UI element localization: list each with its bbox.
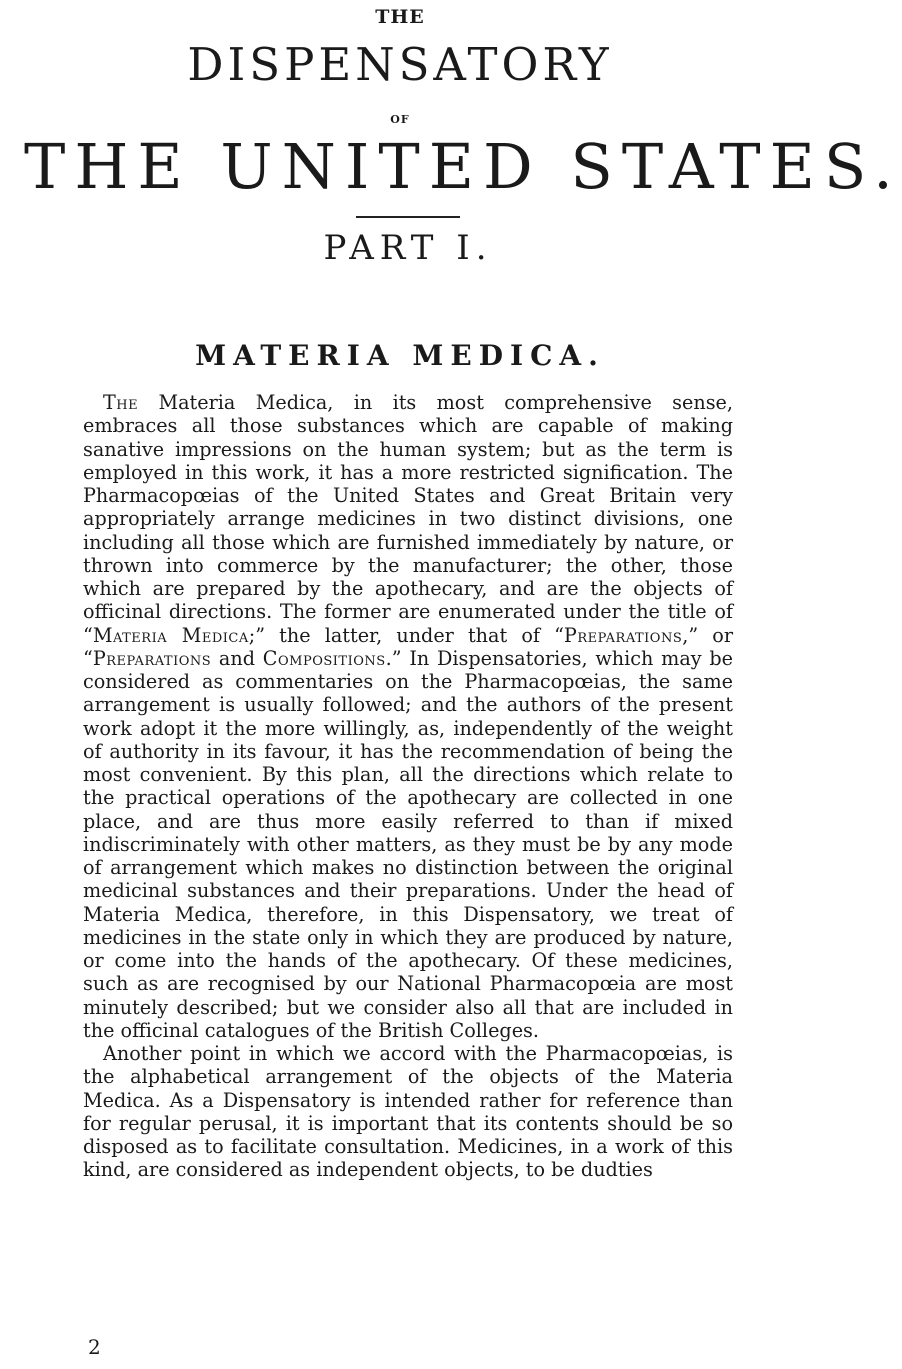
title-united-states: THE UNITED STATES.	[24, 130, 902, 203]
title-the: THE	[375, 6, 425, 28]
section-heading: MATERIA MEDICA.	[195, 339, 605, 372]
signature-mark: 2	[88, 1335, 101, 1359]
part-heading: PART I.	[323, 228, 493, 268]
title-dispensatory: DISPENSATORY	[187, 38, 613, 91]
paragraph-2: Another point in which we accord with the Pharmacopœias, is the alphabetical arrangement of the objects of the Materia Medica. As a Dispensatory is intended rather for reference than for regular perusal, it is important that its contents should be so disposed as to facilitate consultation. Medicines, in a work of this kind, are considered as independent objects, to be dudties	[83, 1042, 733, 1182]
paragraph-1: The Materia Medica, in its most comprehensive sense, embraces all those substances which are capable of making sanative impressions on the human system; but as the term is employed in this work, it has a more restricted signification. The Pharmacopœias of the United States and Great Britain very appropriately arrange medicines in two distinct divisions, one including all those which are furnished immediately by nature, or thrown into commerce by the manufacturer; the other, those which are prepared by the apothecary, and are the objects of officinal directions. The former are enumerated under the title of “Materia Medica;” the latter, under that of “Preparations,” or “Preparations and Compositions.” In Dispensatories, which may be considered as commentaries on the Pharmacopœias, the same arrangement is usually followed; and the authors of the present work adopt it the more willingly, as, independently of the weight of authority in its favour, it has the recommendation of being the most convenient. By this plan, all the directions which relate to the practical operations of the apothecary are collected in one place, and are thus more easily referred to than if mixed indiscriminately with other matters, as they must be by any mode of arrangement which makes no distinction between the original medicinal substances and their preparations. Under the head of Materia Medica, therefore, in this Dispensatory, we treat of medicines in the state only in which they are produced by nature, or come into the hands of the apothecary. Of these medicines, such as are recognised by our National Pharmacopœia are most minutely described; but we consider also all that are included in the officinal catalogues of the British Colleges.	[83, 391, 734, 1042]
title-of: OF	[390, 113, 410, 126]
lead-word: The	[103, 391, 139, 414]
body-text	[83, 391, 733, 1182]
divider-rule	[356, 216, 460, 218]
